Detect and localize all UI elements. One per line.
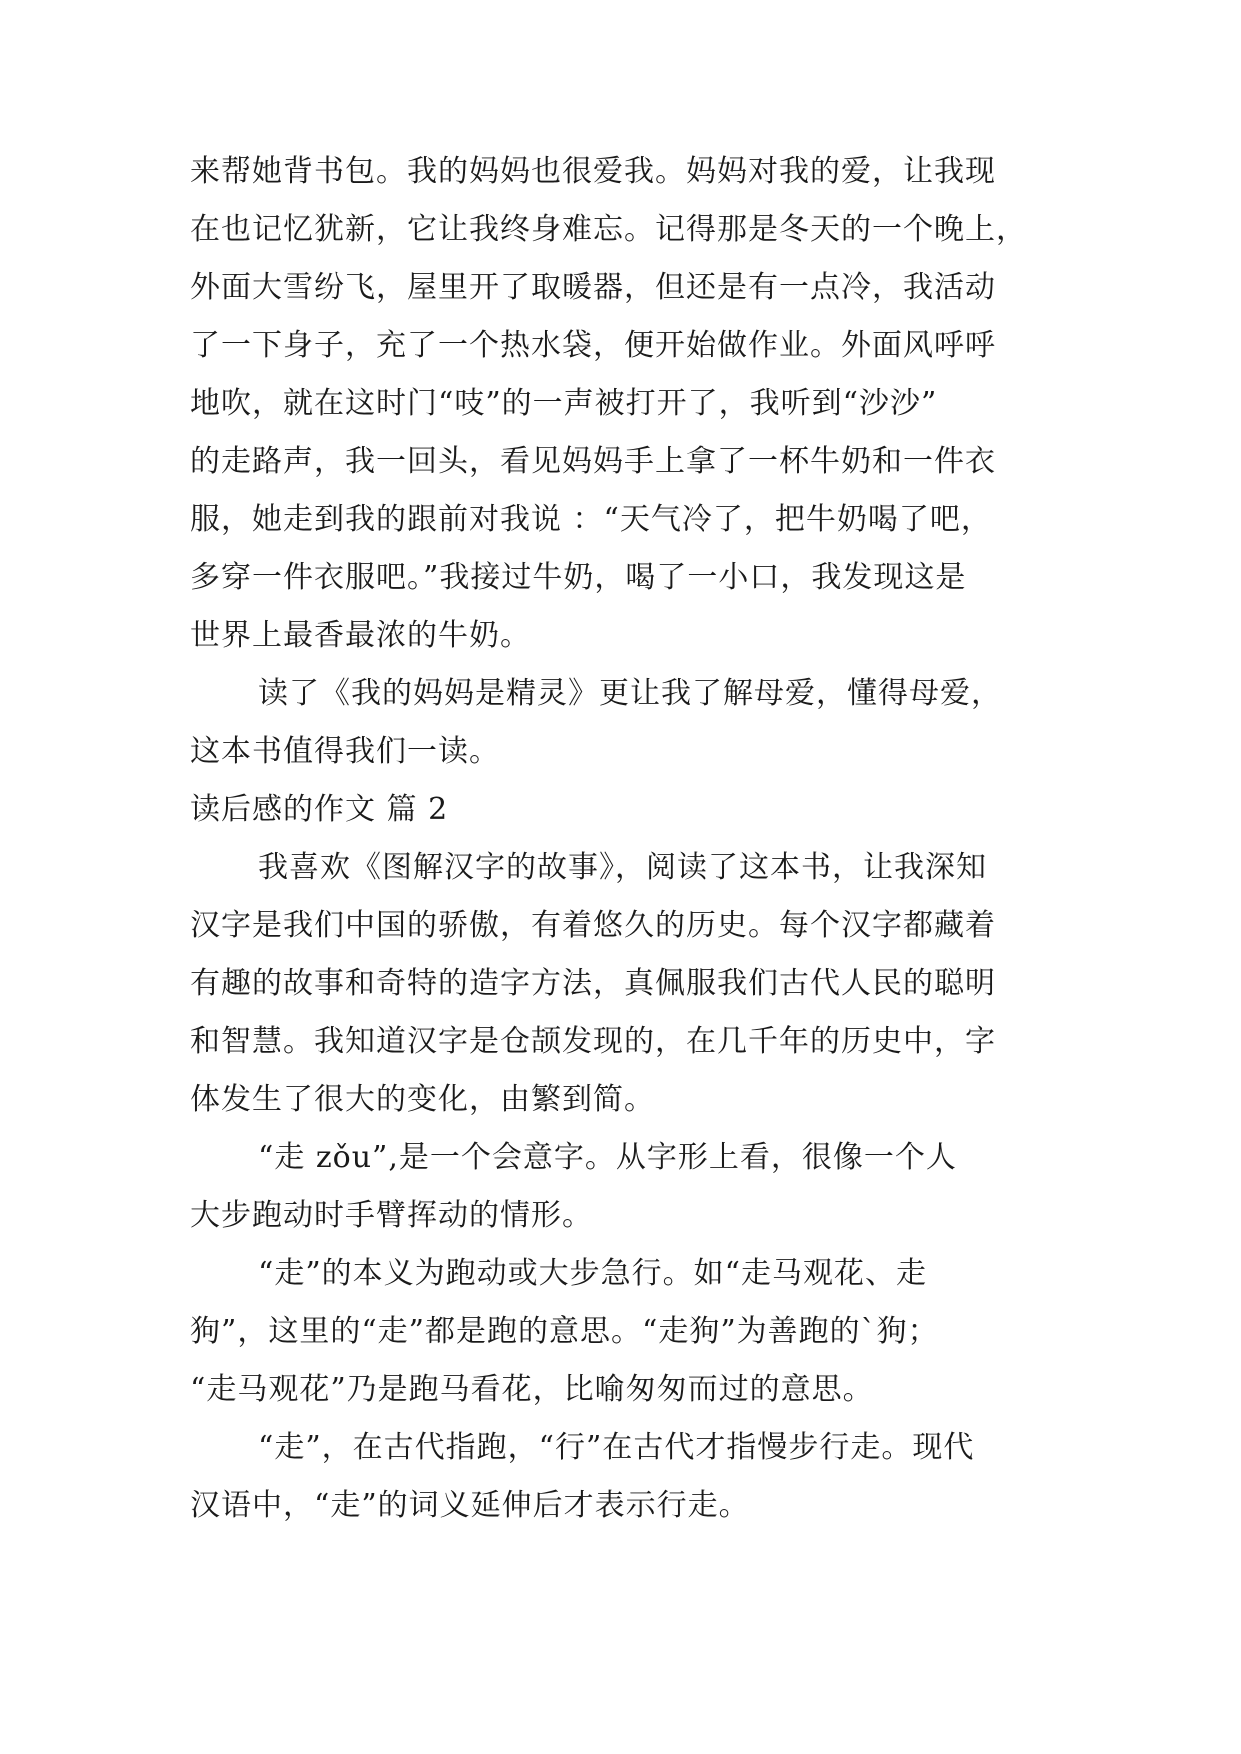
text-line: 大步跑动时手臂挥动的情形。	[190, 1198, 593, 1233]
text-line: 地吹，就在这时门“吱”的一声被打开了，我听到“沙沙”	[190, 386, 938, 421]
text-line: 体发生了很大的变化，由繁到简。	[190, 1082, 655, 1117]
text-line: 和智慧。我知道汉字是仓颉发现的，在几千年的历史中，字	[190, 1024, 996, 1059]
paragraph-start-line: “走”的本义为跑动或大步急行。如“走马观花、走	[258, 1256, 928, 1291]
text-line: 来帮她背书包。我的妈妈也很爱我。妈妈对我的爱，让我现	[190, 154, 996, 189]
text-line: 这本书值得我们一读。	[190, 734, 500, 769]
text-line: “走马观花”乃是跑马看花，比喻匆匆而过的意思。	[190, 1372, 874, 1407]
text-line: 服，她走到我的跟前对我说 ：“天气冷了，把牛奶喝了吧，	[190, 502, 992, 537]
text-line: 在也记忆犹新，它让我终身难忘。记得那是冬天的一个晚上，	[190, 212, 1027, 247]
section-heading: 读后感的作文 篇 2	[190, 792, 449, 827]
paragraph-start-line: 读了《我的妈妈是精灵》更让我了解母爱，懂得母爱，	[258, 676, 1002, 711]
text-line: 外面大雪纷飞，屋里开了取暖器，但还是有一点冷，我活动	[190, 270, 996, 305]
text-line: 汉字是我们中国的骄傲，有着悠久的历史。每个汉字都藏着	[190, 908, 996, 943]
text-line: 的走路声，我一回头，看见妈妈手上拿了一杯牛奶和一件衣	[190, 444, 996, 479]
text-line: 狗”，这里的“走”都是跑的意思。“走狗”为善跑的`狗；	[190, 1314, 939, 1349]
text-line: 汉语中，“走”的词义延伸后才表示行走。	[190, 1488, 750, 1523]
paragraph-start-line: “走 zǒu”,是一个会意字。从字形上看，很像一个人	[258, 1140, 957, 1175]
paragraph-start-line: 我喜欢《图解汉字的故事》，阅读了这本书，让我深知	[258, 850, 987, 885]
text-line: 世界上最香最浓的牛奶。	[190, 618, 531, 653]
text-line: 多穿一件衣服吧。”我接过牛奶，喝了一小口，我发现这是	[190, 560, 967, 595]
text-line: 有趣的故事和奇特的造字方法，真佩服我们古代人民的聪明	[190, 966, 996, 1001]
paragraph-start-line: “走”，在古代指跑，“行”在古代才指慢步行走。现代	[258, 1430, 975, 1465]
text-line: 了一下身子，充了一个热水袋，便开始做作业。外面风呼呼	[190, 328, 996, 363]
